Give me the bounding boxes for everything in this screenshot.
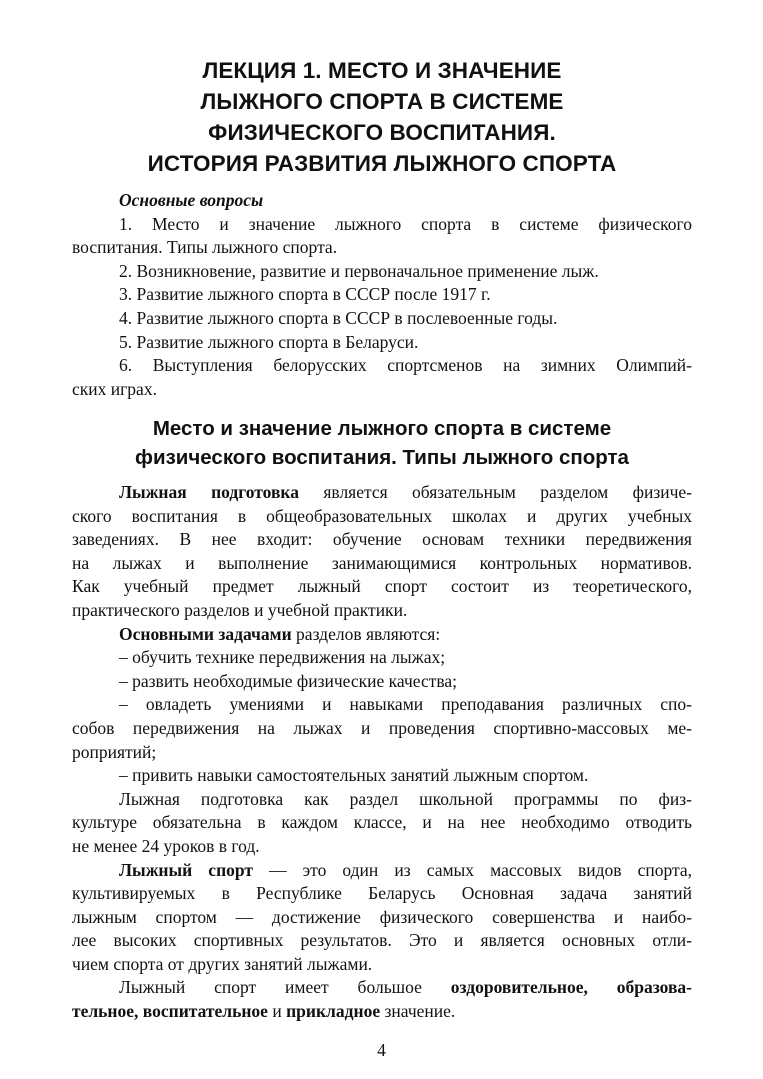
paragraph-line: культуре обязательна в каждом классе, и на нее необходимо отводить [72,812,692,833]
question-item: 2. Возникновение, развитие и первоначальное применение лыж. [119,260,599,281]
list-item: – привить навыки самостоятельных занятий лыжным спортом. [119,765,589,786]
tasks-intro: Основными задачами разделов являются: [119,623,441,644]
list-item: – развить необходимые физические качества; [119,670,458,691]
paragraph-line: Как учебный предмет лыжный спорт состоит из теоретического, [72,576,692,597]
question-item: 5. Развитие лыжного спорта в Беларуси. [119,331,419,352]
question-item: 6. Выступления белорусских спортсменов на зимних Олимпий- [119,355,692,376]
question-item-continuation: воспитания. Типы лыжного спорта. [72,237,338,258]
section-heading-line: физического воспитания. Типы лыжного спорта [135,446,629,469]
paragraph-line: чием спорта от других занятий лыжами. [72,953,373,974]
section-heading-line: Место и значение лыжного спорта в системе [152,417,612,440]
list-item-continuation: роприятий; [72,741,157,762]
title-line: ЛЫЖНОГО СПОРТА В СИСТЕМЕ [200,89,564,114]
page-number: 4 [377,1040,386,1060]
paragraph-line: Лыжный спорт — это один из самых массовых видов спорта, [119,859,692,880]
question-item: 4. Развитие лыжного спорта в СССР в послевоенные годы. [119,307,558,328]
paragraph-line: культивируемых в Республике Беларусь Основная задача занятий [72,883,692,904]
list-item: – обучить технике передвижения на лыжах; [119,647,446,668]
title-line: ИСТОРИЯ РАЗВИТИЯ ЛЫЖНОГО СПОРТА [147,151,617,176]
term-bold: Лыжная подготовка [119,482,299,502]
title-line: ФИЗИЧЕСКОГО ВОСПИТАНИЯ. [208,120,556,145]
paragraph-line: тельное, воспитательное и прикладное значение. [72,1001,456,1022]
list-item: – овладеть умениями и навыками преподавания различных спо- [119,694,692,715]
questions-heading: Основные вопросы [119,190,264,210]
paragraph-line: Лыжная подготовка является обязательным разделом физиче- [119,482,692,502]
paragraph-line: практического разделов и учебной практики. [72,599,408,620]
question-item: 1. Место и значение лыжного спорта в системе физического [119,213,692,234]
question-item: 3. Развитие лыжного спорта в СССР после 1917 г. [119,284,491,305]
paragraph-line: лее высоких спортивных результатов. Это и является основных отли- [72,930,692,951]
paragraph-line: Лыжный спорт имеет большое оздоровительное, образова- [119,977,692,998]
list-item-continuation: собов передвижения на лыжах и проведения спортивно-массовых ме- [72,717,692,738]
section-heading [72,414,692,472]
lecture-title [72,55,692,179]
title-line: ЛЕКЦИЯ 1. МЕСТО И ЗНАЧЕНИЕ [202,58,562,83]
paragraph-line: лыжным спортом — достижение физического совершенства и наибо- [72,906,692,927]
paragraph-line: ского воспитания в общеобразовательных школах и других учебных [72,505,692,526]
paragraph-line: на лыжах и выполнение занимающимися контрольных нормативов. [72,552,692,573]
paragraph-line: Лыжная подготовка как раздел школьной программы по физ- [119,788,692,809]
paragraph-line: заведениях. В нее входит: обучение основам техники передвижения [72,529,692,550]
term-bold: Лыжный спорт [119,859,253,880]
paragraph-line: не менее 24 уроков в год. [72,835,260,856]
questions-block [72,189,692,401]
main-text [72,481,692,1024]
question-item-continuation: ских играх. [72,378,157,399]
